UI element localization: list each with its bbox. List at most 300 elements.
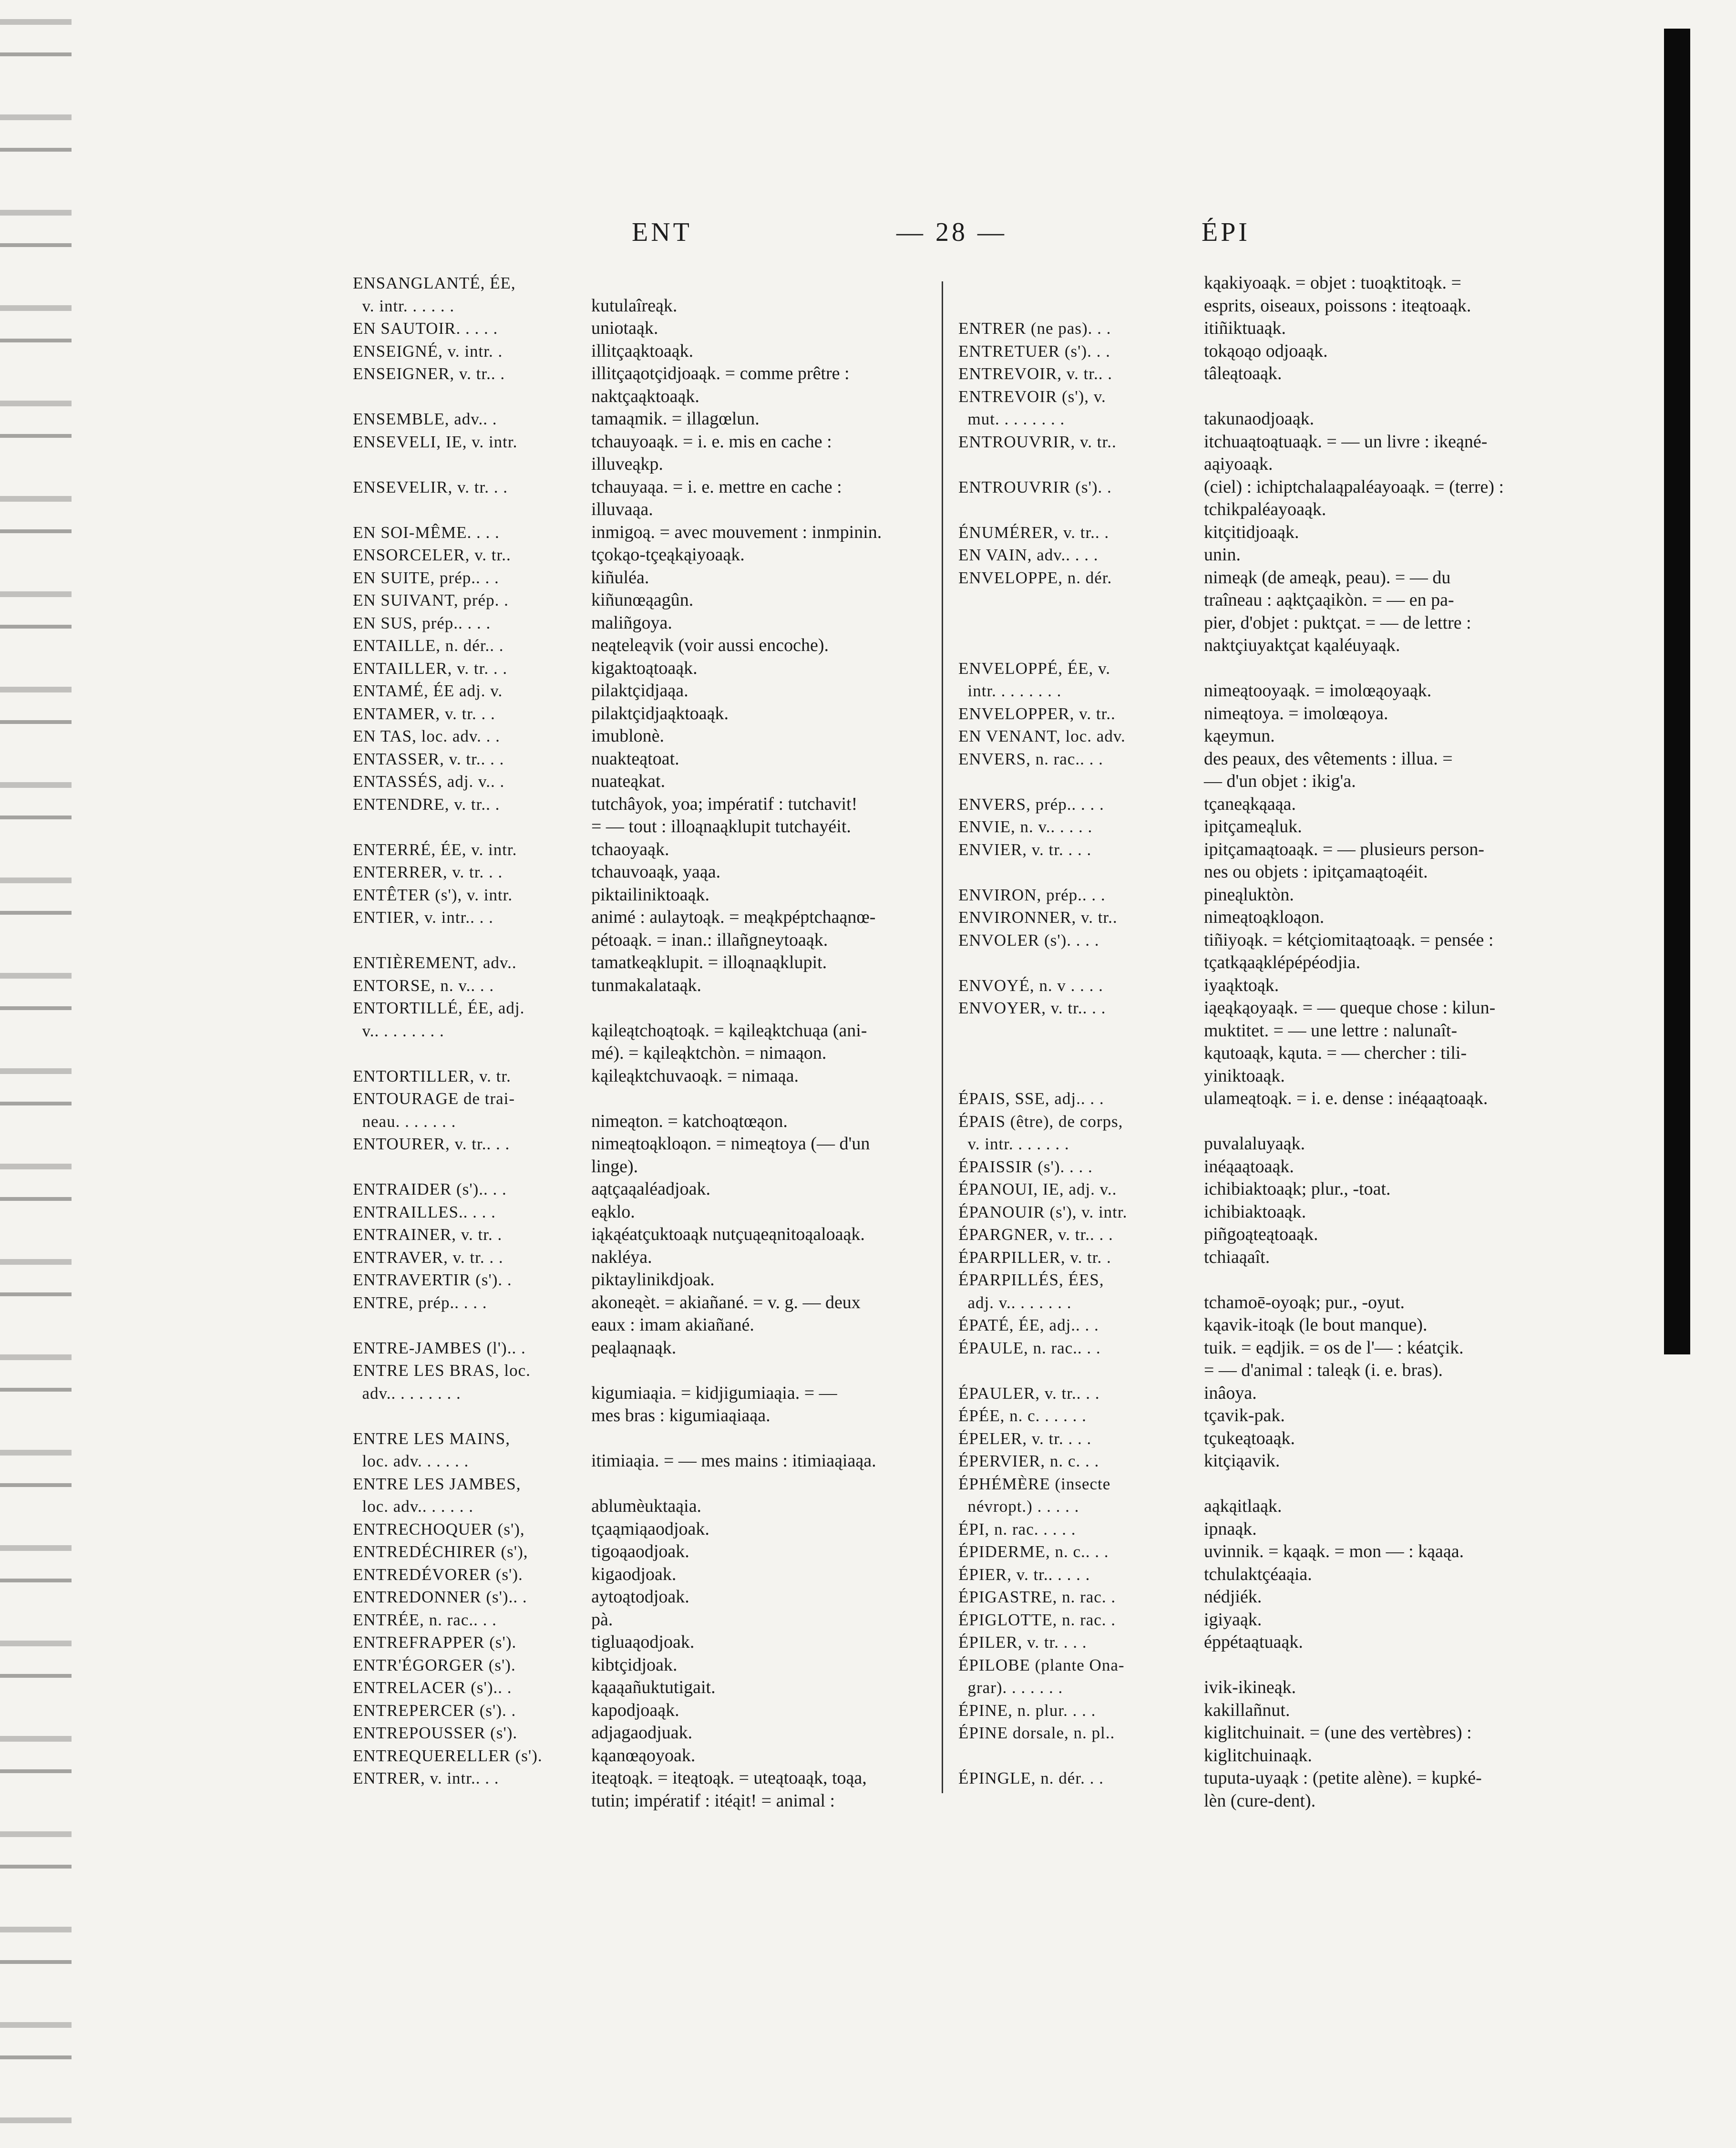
entry-headword: ÉPAISSIR (s'). . . .: [958, 1157, 1093, 1176]
entry-headword: ÉPERVIER, n. c. . .: [958, 1452, 1099, 1470]
entry-definition: — d'un objet : ikig'a.: [1204, 771, 1356, 791]
entry-headword: ENTERRER, v. tr. . .: [353, 863, 503, 881]
entry-headword: ENTRE LES MAINS,: [353, 1429, 511, 1448]
dictionary-entry: [958, 544, 1573, 567]
entry-definition: [1204, 657, 1573, 680]
dictionary-entry: [958, 1291, 1573, 1314]
entry-headword: ENVELOPPE, n. dér.: [958, 568, 1112, 587]
entry-headword: EN VENANT, loc. adv.: [958, 727, 1126, 745]
entry-headword: ÉPHÉMÈRE (insecte: [958, 1474, 1111, 1493]
entry-headword: ENSEVELI, IE, v. intr.: [353, 432, 518, 451]
dictionary-entry: [958, 1676, 1573, 1699]
entry-headword: adj. v.. . . . . . .: [958, 1293, 1072, 1312]
entry-headword: ENTAILLER, v. tr. . .: [353, 659, 508, 678]
entry-headword: ENTOURER, v. tr.. . .: [353, 1135, 510, 1153]
entry-definition: neąteleąvik (voir aussi encoche).: [591, 635, 829, 655]
dictionary-entry: [353, 1722, 966, 1745]
dictionary-entry: [353, 1178, 966, 1201]
dictionary-entry: [353, 702, 966, 725]
entry-definition: tchamoē-oyoąk; pur., -oyut.: [1204, 1292, 1405, 1312]
dictionary-entry: [958, 521, 1573, 544]
entry-definition: kąavik-itoąk (le bout manque).: [1204, 1315, 1428, 1335]
dictionary-entry: [958, 1404, 1573, 1427]
dictionary-entry: [353, 1337, 966, 1360]
entry-definition: inmigoą. = avec mouvement : inmpinin.: [591, 522, 882, 542]
dictionary-entry: [353, 1359, 966, 1382]
entry-definition: tokąoąo odjoaąk.: [1204, 341, 1328, 361]
dictionary-entry: [353, 929, 966, 952]
entry-definition: naktçaąktoaąk.: [591, 386, 699, 406]
entry-headword: névropt.) . . . . .: [958, 1497, 1079, 1516]
dictionary-entry: [353, 838, 966, 861]
entry-definition: maliñgoya.: [591, 612, 672, 633]
dictionary-entry: [353, 1020, 966, 1043]
dictionary-entry: [958, 680, 1573, 702]
entry-headword: ENTREPERCER (s'). .: [353, 1701, 516, 1720]
entry-headword: ENTREQUERELLER (s').: [353, 1746, 543, 1765]
entry-headword: ENTREPOUSSER (s').: [353, 1724, 518, 1742]
entry-definition: nimeąton. = katchoątœąon.: [591, 1111, 788, 1131]
left-column: [353, 272, 966, 1812]
entry-headword: [958, 770, 1204, 793]
entry-definition: nuakteątoat.: [591, 748, 679, 769]
entry-headword: [353, 1790, 591, 1813]
dictionary-entry: [958, 589, 1573, 612]
dictionary-entry: [353, 408, 966, 431]
entry-headword: ENTRE-JAMBES (l').. .: [353, 1338, 526, 1357]
entry-definition: uvinnik. = kąaąk. = mon — : kąaąa.: [1204, 1541, 1464, 1561]
entry-definition: itiñiktuaąk.: [1204, 318, 1286, 338]
entry-definition: piñgoąteątoaąk.: [1204, 1224, 1318, 1244]
dictionary-entry: [353, 1563, 966, 1586]
scan-edge-shadow: [0, 0, 72, 2148]
entry-headword: ENSORCELER, v. tr..: [353, 546, 511, 564]
dictionary-entry: [353, 1518, 966, 1541]
dictionary-entry: [353, 748, 966, 771]
dictionary-entry: [958, 1065, 1573, 1088]
page-number: — 28 —: [896, 217, 1007, 247]
dictionary-entry: [958, 657, 1573, 680]
dictionary-entry: [958, 1767, 1573, 1790]
dictionary-entry: [958, 431, 1573, 454]
dictionary-entry: [958, 1133, 1573, 1156]
dictionary-entry: [353, 476, 966, 499]
dictionary-entry: [958, 884, 1573, 907]
entry-headword: ENTASSER, v. tr.. . .: [353, 749, 504, 768]
entry-headword: neau. . . . . . .: [353, 1112, 456, 1131]
dictionary-entry: [958, 1110, 1573, 1133]
entry-definition: ivik-ikineąk.: [1204, 1677, 1296, 1697]
dictionary-entry: [353, 1201, 966, 1224]
entry-headword: ÉPI, n. rac. . . . .: [958, 1519, 1076, 1539]
entry-definition: ichibiaktoaąk.: [1204, 1201, 1306, 1222]
dictionary-entry: [958, 861, 1573, 884]
dictionary-entry: [958, 1631, 1573, 1654]
scan-edge-bar: [1664, 29, 1690, 1354]
column-divider: [942, 281, 943, 1793]
entry-definition: kąeymun.: [1204, 726, 1275, 746]
dictionary-entry: [353, 1269, 966, 1291]
dictionary-entry: [958, 1609, 1573, 1632]
entry-definition: iteątoąk. = iteątoąk. = uteątoaąk, toąa,: [591, 1768, 867, 1788]
entry-headword: ÉPAIS (être), de corps,: [958, 1112, 1123, 1131]
entry-definition: tçukeątoaąk.: [1204, 1428, 1295, 1448]
entry-headword: ENVOLER (s'). . . .: [958, 930, 1099, 950]
entry-definition: kitçitidjoaąk.: [1204, 522, 1299, 542]
dictionary-entry: [353, 1495, 966, 1518]
entry-headword: adv.. . . . . . . .: [353, 1384, 461, 1403]
dictionary-entry: [958, 453, 1573, 476]
entry-definition: ablumèuktaąia.: [591, 1496, 702, 1516]
entry-definition: kutulaîreąk.: [591, 295, 678, 316]
entry-headword: ENTROUVRIR, v. tr..: [958, 432, 1117, 451]
entry-headword: ENTORTILLÉ, ÉE, adj.: [353, 999, 525, 1017]
dictionary-entry: [353, 1291, 966, 1314]
entry-headword: [958, 589, 1204, 612]
entry-headword: ENTRE LES JAMBES,: [353, 1474, 521, 1493]
dictionary-entry: [353, 1087, 966, 1110]
entry-definition: illitçaąktoaąk.: [591, 341, 694, 361]
dictionary-entry: [958, 1042, 1573, 1065]
entry-headword: [958, 612, 1204, 635]
entry-definition: piktaylinikdjoak.: [591, 1270, 715, 1290]
entry-definition: nimeątooyaąk. = imolœąoyaąk.: [1204, 681, 1432, 701]
entry-headword: ÉPAULER, v. tr.. . .: [958, 1384, 1100, 1403]
entry-definition: tamaąmik. = illagœlun.: [591, 409, 760, 429]
dictionary-entry: [353, 906, 966, 929]
entry-headword: [958, 861, 1204, 884]
entry-headword: [958, 951, 1204, 974]
entry-definition: [591, 1359, 966, 1382]
entry-headword: [958, 634, 1204, 657]
dictionary-entry: [353, 634, 966, 657]
entry-definition: iąkąéatçuktoaąk nutçuąeąnitoąaloaąk.: [591, 1224, 865, 1244]
dictionary-entry: [353, 1631, 966, 1654]
entry-headword: [353, 1042, 591, 1065]
entry-headword: v. intr. . . . . .: [353, 296, 455, 315]
dictionary-entry: [353, 1450, 966, 1473]
entry-definition: nimeąk (de ameąk, peau). = — du: [1204, 567, 1451, 588]
dictionary-entry: [958, 974, 1573, 997]
dictionary-entry: [353, 1699, 966, 1722]
running-head-right: ÉPI: [1202, 217, 1250, 247]
dictionary-entry: [958, 702, 1573, 725]
dictionary-entry: [353, 317, 966, 340]
entry-headword: [353, 816, 591, 838]
entry-headword: ENTREVOIR, v. tr.. .: [958, 364, 1112, 383]
entry-definition: kąakiyoaąk. = objet : tuoąktitoąk. =: [1204, 273, 1461, 293]
dictionary-entry: [958, 1654, 1573, 1677]
entry-headword: loc. adv.. . . . . .: [353, 1497, 474, 1516]
entry-definition: tigoąaodjoak.: [591, 1541, 689, 1561]
entry-headword: ÉPINE, n. plur. . . .: [958, 1701, 1096, 1720]
entry-headword: ENVELOPPÉ, ÉE, v.: [958, 659, 1111, 678]
entry-definition: naktçiuyaktçat kąaléuyaąk.: [1204, 635, 1400, 655]
dictionary-entry: [958, 1020, 1573, 1043]
entry-headword: ENTREVOIR (s'), v.: [958, 387, 1106, 406]
entry-definition: kigaodjoak.: [591, 1564, 677, 1584]
dictionary-entry: [353, 680, 966, 702]
entry-definition: kąutoaąk, kąuta. = — chercher : tili-: [1204, 1043, 1467, 1063]
entry-headword: ENTRETUER (s'). . .: [958, 341, 1110, 361]
entry-definition: tutin; impératif : itéąit! = animal :: [591, 1790, 835, 1811]
entry-headword: ENTR'ÉGORGER (s').: [353, 1655, 516, 1674]
entry-definition: takunaodjoaąk.: [1204, 409, 1315, 429]
dictionary-entry: [958, 340, 1573, 363]
dictionary-entry: [958, 634, 1573, 657]
entry-headword: [958, 1042, 1204, 1065]
entry-headword: ENTERRÉ, ÉE, v. intr.: [353, 840, 517, 859]
entry-headword: ÉPARPILLER, v. tr. .: [958, 1248, 1111, 1267]
entry-definition: traîneau : aąktçaąikòn. = — en pa-: [1204, 590, 1454, 610]
dictionary-entry: [958, 929, 1573, 952]
dictionary-entry: [353, 1382, 966, 1405]
entry-definition: nédjiék.: [1204, 1587, 1262, 1607]
entry-definition: linge).: [591, 1156, 638, 1177]
dictionary-entry: [353, 612, 966, 635]
entry-definition: [591, 1087, 966, 1110]
entry-definition: yiniktoaąk.: [1204, 1065, 1285, 1086]
dictionary-entry: [353, 1790, 966, 1813]
entry-headword: ENTASSÉS, adj. v.. .: [353, 772, 505, 791]
dictionary-entry: [958, 725, 1573, 748]
dictionary-entry: [958, 997, 1573, 1020]
dictionary-entry: [353, 567, 966, 589]
dictionary-entry: [353, 1473, 966, 1496]
entry-definition: illuveąkp.: [591, 454, 663, 474]
running-head-left: ENT: [632, 217, 692, 247]
entry-definition: pilaktçidjaąktoaąk.: [591, 703, 729, 723]
entry-definition: ulameątoąk. = i. e. dense : inéąaątoaąk.: [1204, 1088, 1488, 1108]
entry-headword: ENTIER, v. intr.. . .: [353, 908, 493, 927]
dictionary-entry: [353, 884, 966, 907]
dictionary-entry: [353, 544, 966, 567]
entry-definition: [1204, 385, 1573, 408]
dictionary-entry: [353, 1609, 966, 1632]
entry-headword: ENTÊTER (s'), v. intr.: [353, 885, 513, 904]
dictionary-entry: [958, 612, 1573, 635]
entry-headword: ENVIE, n. v.. . . . .: [958, 817, 1093, 836]
entry-definition: tçavik-pak.: [1204, 1405, 1285, 1425]
entry-headword: [353, 498, 591, 521]
entry-headword: ÉPILER, v. tr. . . .: [958, 1633, 1087, 1652]
dictionary-entry: [353, 340, 966, 363]
entry-definition: pilaktçidjaąa.: [591, 681, 688, 701]
entry-headword: ENVIER, v. tr. . . .: [958, 840, 1092, 859]
entry-definition: aątçaąaléadjoak.: [591, 1179, 710, 1199]
dictionary-entry: [958, 1178, 1573, 1201]
entry-headword: ÉNUMÉRER, v. tr.. .: [958, 523, 1109, 542]
entry-headword: ENSEIGNÉ, v. intr. .: [353, 341, 503, 361]
entry-headword: ENSEMBLE, adv.. .: [353, 410, 497, 428]
entry-headword: [958, 1065, 1204, 1088]
dictionary-entry: [353, 1654, 966, 1677]
entry-headword: ENTRE, prép.. . . .: [353, 1293, 487, 1312]
entry-definition: illuvaąa.: [591, 499, 653, 519]
entry-headword: ENTREDONNER (s').. .: [353, 1588, 527, 1606]
entry-definition: kąaąañuktutigait.: [591, 1677, 716, 1697]
entry-definition: tunmakalataąk.: [591, 975, 702, 995]
dictionary-entry: [958, 1087, 1573, 1110]
entry-headword: ENVOYÉ, n. v . . . .: [958, 976, 1103, 995]
dictionary-entry: [353, 521, 966, 544]
entry-headword: EN SAUTOIR. . . . .: [353, 319, 498, 338]
entry-definition: nimeątoąkloąon.: [1204, 907, 1325, 927]
entry-definition: tçaąmiąaodjoak.: [591, 1518, 709, 1539]
entry-definition: animé : aulaytoąk. = meąkpéptchaąnœ-: [591, 907, 876, 927]
dictionary-entry: [353, 816, 966, 838]
entry-headword: ÉPARPILLÉS, ÉES,: [958, 1270, 1104, 1289]
entry-definition: des peaux, des vêtements : illua. =: [1204, 748, 1453, 769]
entry-definition: tchikpaléayoaąk.: [1204, 499, 1326, 519]
dictionary-entry: [958, 1156, 1573, 1178]
entry-headword: ÉPARGNER, v. tr.. . .: [958, 1225, 1113, 1244]
entry-headword: ENTRE LES BRAS, loc.: [353, 1361, 531, 1380]
entry-definition: pétoaąk. = inan.: illañgneytoaąk.: [591, 929, 828, 950]
entry-headword: ENTRECHOQUER (s'),: [353, 1519, 525, 1539]
entry-definition: unin.: [1204, 545, 1241, 565]
dictionary-entry: [353, 770, 966, 793]
dictionary-entry: [353, 362, 966, 385]
dictionary-entry: [958, 1314, 1573, 1337]
entry-definition: nimeątoąkloąon. = nimeątoya (— d'un: [591, 1134, 870, 1154]
entry-definition: inâoya.: [1204, 1383, 1257, 1403]
entry-headword: ENTRELACER (s').. .: [353, 1678, 512, 1697]
entry-headword: ENTRAVER, v. tr. . .: [353, 1248, 503, 1267]
entry-headword: ÉPIDERME, n. c.. . .: [958, 1542, 1109, 1561]
dictionary-entry: [958, 1223, 1573, 1246]
entry-headword: ENTRAIDER (s').. . .: [353, 1180, 507, 1198]
entry-definition: kigumiaąia. = kidjigumiaąia. = —: [591, 1383, 837, 1403]
entry-headword: ENTRAILLES.. . . .: [353, 1202, 496, 1221]
entry-headword: ENTREFRAPPER (s').: [353, 1633, 517, 1652]
entry-definition: [1204, 1269, 1573, 1291]
dictionary-entry: [353, 1065, 966, 1088]
entry-definition: muktitet. = — une lettre : nalunaît-: [1204, 1020, 1458, 1041]
entry-headword: [958, 1359, 1204, 1382]
dictionary-entry: [353, 861, 966, 884]
entry-definition: lèn (cure-dent).: [1204, 1790, 1316, 1811]
entry-definition: tchiaąaît.: [1204, 1247, 1270, 1267]
entry-headword: ÉPELER, v. tr. . . .: [958, 1429, 1092, 1448]
entry-definition: [591, 997, 966, 1020]
dictionary-entry: [958, 770, 1573, 793]
dictionary-entry: [353, 498, 966, 521]
entry-definition: aytoątodjoak.: [591, 1587, 689, 1607]
dictionary-entry: [958, 1495, 1573, 1518]
entry-definition: mes bras : kigumiaąiaąa.: [591, 1405, 770, 1425]
entry-definition: eąklo.: [591, 1201, 635, 1222]
dictionary-entry: [353, 1223, 966, 1246]
entry-definition: tâleątoaąk.: [1204, 363, 1282, 383]
entry-headword: EN TAS, loc. adv. . .: [353, 727, 500, 745]
entry-headword: loc. adv. . . . . .: [353, 1452, 469, 1470]
dictionary-entry: [353, 431, 966, 454]
entry-headword: ÉPAULE, n. rac.. . .: [958, 1338, 1101, 1357]
dictionary-entry: [958, 1790, 1573, 1813]
entry-headword: ENTENDRE, v. tr.. .: [353, 795, 500, 814]
dictionary-entry: [353, 1110, 966, 1133]
entry-headword: [353, 1156, 591, 1178]
dictionary-entry: [353, 974, 966, 997]
dictionary-entry: [958, 408, 1573, 431]
entry-definition: [1204, 1654, 1573, 1677]
dictionary-entry: [353, 1676, 966, 1699]
entry-definition: nuateąkat.: [591, 771, 666, 791]
entry-definition: kiglitchuinaąk.: [1204, 1745, 1312, 1766]
entry-headword: EN SOI-MÊME. . . .: [353, 523, 500, 542]
entry-definition: kiñuléa.: [591, 567, 649, 588]
dictionary-entry: [958, 793, 1573, 816]
dictionary-entry: [958, 476, 1573, 499]
entry-definition: puvalaluyaąk.: [1204, 1134, 1305, 1154]
entry-definition: esprits, oiseaux, poissons : iteątoaąk.: [1204, 295, 1471, 316]
entry-headword: ÉPAIS, SSE, adj.. . .: [958, 1089, 1104, 1108]
entry-headword: ÉPIGASTRE, n. rac. .: [958, 1588, 1116, 1606]
dictionary-entry: [353, 793, 966, 816]
entry-headword: [958, 498, 1204, 521]
entry-headword: ENVOYER, v. tr.. . .: [958, 999, 1106, 1017]
entry-headword: ENTREDÉVORER (s').: [353, 1565, 523, 1584]
entry-definition: pier, d'objet : puktçat. = — de lettre :: [1204, 612, 1471, 633]
entry-headword: ENVERS, n. rac.. . .: [958, 749, 1103, 768]
dictionary-entry: [958, 1427, 1573, 1450]
dictionary-entry: [353, 1314, 966, 1337]
dictionary-entry: [958, 1337, 1573, 1360]
entry-headword: ENVIRONNER, v. tr..: [958, 908, 1118, 927]
entry-headword: ENTORTILLER, v. tr.: [353, 1066, 511, 1085]
entry-definition: iyaąktoąk.: [1204, 975, 1279, 995]
entry-headword: ENSEVELIR, v. tr. . .: [353, 477, 508, 496]
entry-headword: EN VAIN, adv.. . . .: [958, 546, 1099, 564]
dictionary-entry: [958, 1518, 1573, 1541]
entry-headword: ÉPINE dorsale, n. pl..: [958, 1724, 1115, 1742]
entry-headword: ENTAMER, v. tr. . .: [353, 704, 495, 723]
entry-headword: ÉPATÉ, ÉE, adj.. . .: [958, 1316, 1099, 1334]
entry-definition: piktailiniktoaąk.: [591, 884, 710, 905]
entry-headword: intr. . . . . . . .: [958, 682, 1062, 700]
entry-headword: ENTAILLE, n. dér.. .: [353, 636, 504, 655]
entry-definition: tçokąo-tçeąkąiyoaąk.: [591, 545, 745, 565]
entry-definition: kąanœąoyoak.: [591, 1745, 696, 1766]
entry-definition: igiyaąk.: [1204, 1609, 1262, 1630]
dictionary-entry: [958, 1359, 1573, 1382]
entry-definition: ichibiaktoaąk; plur., -toat.: [1204, 1179, 1391, 1199]
entry-definition: tçatkąaąklépépéodjia.: [1204, 952, 1361, 972]
entry-headword: mut. . . . . . . .: [958, 410, 1065, 428]
dictionary-entry: [958, 1473, 1573, 1496]
entry-definition: tuik. = eądjik. = os de l'— : kéatçik.: [1204, 1337, 1464, 1358]
dictionary-entry: [958, 748, 1573, 771]
entry-definition: kiglitchuinait. = (une des vertèbres) :: [1204, 1723, 1472, 1743]
entry-definition: tigluaąodjoak.: [591, 1632, 695, 1652]
dictionary-entry: [958, 906, 1573, 929]
dictionary-entry: [958, 498, 1573, 521]
entry-definition: kibtçidjoak.: [591, 1654, 678, 1675]
entry-definition: uniotaąk.: [591, 318, 658, 338]
entry-definition: tutchâyok, yoa; impératif : tutchavit!: [591, 794, 858, 814]
entry-headword: [958, 1745, 1204, 1767]
entry-headword: [958, 1790, 1204, 1813]
entry-definition: éppétaątuaąk.: [1204, 1632, 1303, 1652]
dictionary-entry: [958, 1699, 1573, 1722]
dictionary-entry: [353, 1586, 966, 1609]
dictionary-entry: [958, 1722, 1573, 1745]
entry-headword: [958, 1020, 1204, 1043]
entry-headword: grar). . . . . . .: [958, 1678, 1063, 1697]
entry-definition: tchauvoaąk, yaąa.: [591, 862, 721, 882]
entry-definition: [591, 1473, 966, 1496]
